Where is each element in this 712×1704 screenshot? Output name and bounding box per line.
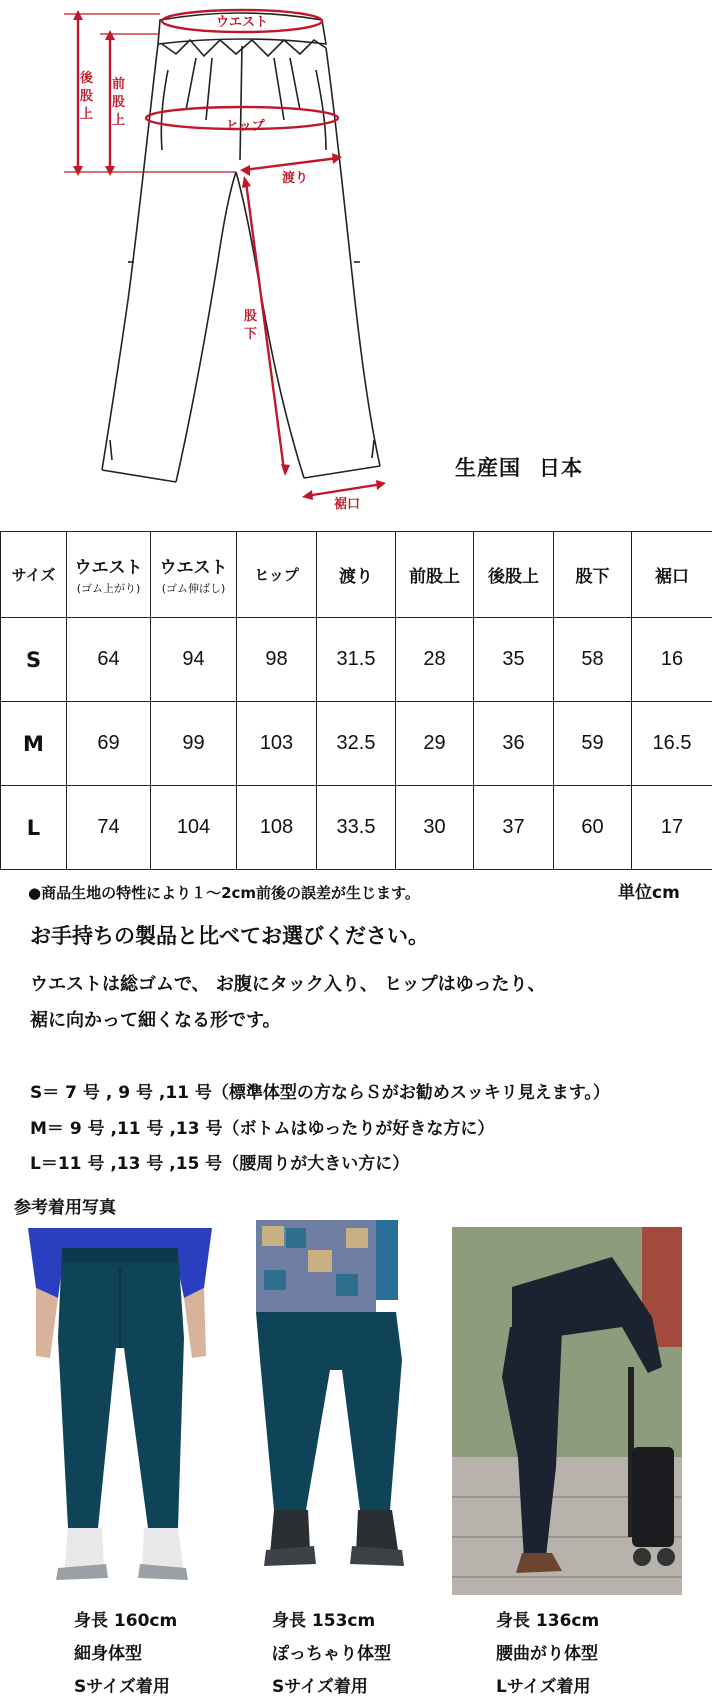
cell-size: M xyxy=(1,702,67,786)
cell-inseam: 59 xyxy=(554,702,632,786)
header-front-rise: 前股上 xyxy=(396,532,474,618)
model-photo-plump xyxy=(256,1220,418,1592)
caption-size-worn: Sサイズ着用 xyxy=(272,1671,391,1704)
label-waist: ウエスト xyxy=(216,15,268,30)
size-guide-m: M＝ 9 号 ,11 号 ,13 号（ボトムはゆったりが好きな方に） xyxy=(30,1114,494,1139)
label-back-rise xyxy=(79,70,94,122)
cell-hip: 108 xyxy=(237,786,317,870)
cell-front-rise: 29 xyxy=(396,702,474,786)
cell-inseam: 58 xyxy=(554,618,632,702)
cell-front-rise: 30 xyxy=(396,786,474,870)
table-header-row xyxy=(1,532,712,618)
origin-value: 日本 xyxy=(539,456,583,480)
caption-height: 身長 136cm xyxy=(496,1605,599,1638)
table-row-m xyxy=(1,702,712,786)
label-thigh: 渡り xyxy=(282,170,308,186)
cell-thigh: 31.5 xyxy=(317,618,396,702)
label-inseam-1: 股 xyxy=(244,309,258,324)
description-line-1: ウエストは総ゴムで、 お腹にタック入り、 ヒップはゆったり、 xyxy=(30,970,545,996)
cell-back-rise: 35 xyxy=(474,618,554,702)
cell-thigh: 33.5 xyxy=(317,786,396,870)
photo-caption-3 xyxy=(496,1605,599,1704)
header-waist-stretched: ウエスト (ゴム伸ばし) xyxy=(151,532,237,618)
header-waist-relaxed: ウエスト (ゴム上がり) xyxy=(67,532,151,618)
photo-caption-2 xyxy=(272,1605,391,1704)
tolerance-note: ●商品生地の特性により１～2cm前後の誤差が生じます。 xyxy=(28,882,420,903)
table-row-l xyxy=(1,786,712,870)
caption-size-worn: Sサイズ着用 xyxy=(74,1671,177,1704)
label-inseam xyxy=(244,309,258,342)
label-hip: ヒップ xyxy=(226,118,266,134)
size-guide-s: S＝ 7 号 , 9 号 ,11 号（標準体型の方ならＳがお勧めスッキリ見えます。） xyxy=(30,1078,610,1103)
label-back-rise-3: 上 xyxy=(80,107,93,122)
cell-back-rise: 36 xyxy=(474,702,554,786)
cell-hem: 16.5 xyxy=(632,702,712,786)
label-front-rise-3: 上 xyxy=(112,113,125,128)
label-back-rise-1: 後 xyxy=(79,70,94,86)
cell-inseam: 60 xyxy=(554,786,632,870)
pants-measurement-diagram xyxy=(0,0,712,520)
label-front-rise-2: 股 xyxy=(112,95,126,110)
cell-waist-relaxed: 69 xyxy=(67,702,151,786)
header-back-rise: 後股上 xyxy=(474,532,554,618)
compare-heading: お手持ちの製品と比べてお選びください。 xyxy=(30,920,429,950)
size-chart-table xyxy=(0,531,712,870)
model-photo-slim xyxy=(28,1228,212,1594)
table-row-s xyxy=(1,618,712,702)
model-photo-plump-illustration xyxy=(256,1220,418,1592)
header-inseam: 股下 xyxy=(554,532,632,618)
cell-back-rise: 37 xyxy=(474,786,554,870)
photo-caption-1 xyxy=(74,1605,177,1704)
label-front-rise xyxy=(112,76,126,128)
cell-waist-stretched: 99 xyxy=(151,702,237,786)
label-inseam-2: 下 xyxy=(244,327,257,342)
cell-waist-relaxed: 64 xyxy=(67,618,151,702)
caption-size-worn: Lサイズ着用 xyxy=(496,1671,599,1704)
header-size: サイズ xyxy=(1,532,67,618)
cell-hip: 98 xyxy=(237,618,317,702)
cell-waist-relaxed: 74 xyxy=(67,786,151,870)
model-photo-bent-posture-illustration xyxy=(452,1227,682,1595)
cell-thigh: 32.5 xyxy=(317,702,396,786)
origin-label: 生産国 xyxy=(455,456,521,480)
cell-size: S xyxy=(1,618,67,702)
cell-hem: 17 xyxy=(632,786,712,870)
label-back-rise-2: 股 xyxy=(80,89,94,104)
photos-title: 参考着用写真 xyxy=(14,1193,116,1218)
unit-note: 単位cm xyxy=(618,878,680,903)
header-hem: 裾口 xyxy=(632,532,712,618)
label-front-rise-1: 前 xyxy=(112,76,125,92)
cell-hem: 16 xyxy=(632,618,712,702)
cell-waist-stretched: 94 xyxy=(151,618,237,702)
caption-body-type: 細身体型 xyxy=(74,1638,177,1671)
model-photo-slim-illustration xyxy=(28,1228,212,1594)
caption-body-type: ぽっちゃり体型 xyxy=(272,1638,391,1671)
pants-outline xyxy=(102,13,380,482)
header-hip: ヒップ xyxy=(237,532,317,618)
cell-waist-stretched: 104 xyxy=(151,786,237,870)
size-guide-l: L＝11 号 ,13 号 ,15 号（腰周りが大きい方に） xyxy=(30,1149,409,1174)
cell-front-rise: 28 xyxy=(396,618,474,702)
header-thigh: 渡り xyxy=(317,532,396,618)
caption-body-type: 腰曲がり体型 xyxy=(496,1638,599,1671)
country-of-origin xyxy=(455,452,583,482)
model-photo-bent-posture xyxy=(452,1227,682,1595)
cell-hip: 103 xyxy=(237,702,317,786)
description-line-2: 裾に向かって細くなる形です。 xyxy=(30,1006,281,1032)
caption-height: 身長 153cm xyxy=(272,1605,391,1638)
label-hem: 裾口 xyxy=(334,496,360,512)
caption-height: 身長 160cm xyxy=(74,1605,177,1638)
cell-size: L xyxy=(1,786,67,870)
